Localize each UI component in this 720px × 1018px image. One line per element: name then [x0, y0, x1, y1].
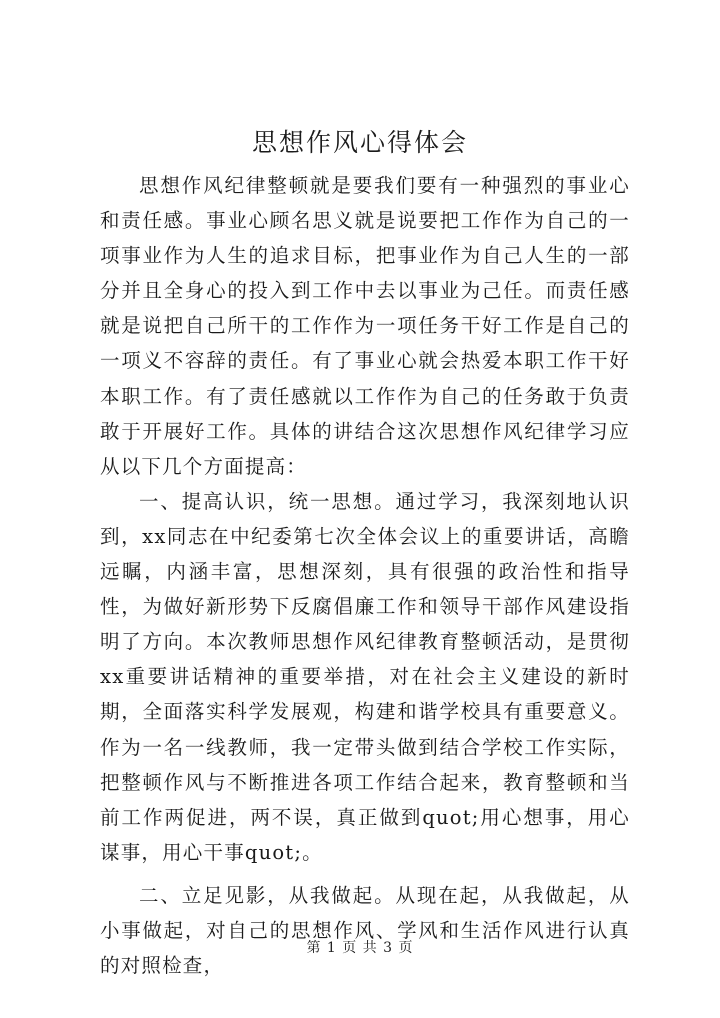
- paragraph-intro: 思想作风纪律整顿就是要我们要有一种强烈的事业心和责任感。事业心顾名思义就是说要把工作作为自己的一项事业作为人生的追求目标，把事业作为自己人生的一部分并且全身心的投入到工作中去以事业为己任。而责任感就是说把自己所干的工作作为一项任务干好工作是自己的一项义不容辞的责任。有了事业心就会热爱本职工作干好本职工作。有了责任感就以工作作为自己的任务敢于负责敢于开展好工作。具体的讲结合这次思想作风纪律学习应从以下几个方面提高：: [100, 174, 630, 478]
- page-number-footer: 第 1 页 共 3 页: [306, 940, 414, 956]
- document-body: [100, 168, 630, 983]
- paragraph-section-2: 二、立足见影，从我做起。从现在起，从我做起，从小事做起，对自己的思想作风、学风和生活作风进行认真的对照检查，: [100, 883, 630, 978]
- paragraph-section-1: 一、提高认识，统一思想。通过学习，我深刻地认识到，xx同志在中纪委第七次全体会议上的重要讲话，高瞻远瞩，内涵丰富，思想深刻，具有很强的政治性和指导性，为做好新形势下反腐倡廉工作和领导干部作风建设指明了方向。本次教师思想作风纪律教育整顿活动，是贯彻xx重要讲话精神的重要举措，对在社会主义建设的新时期，全面落实科学发展观，构建和谐学校具有重要意义。作为一名一线教师，我一定带头做到结合学校工作实际，把整顿作风与不断推进各项工作结合起来，教育整顿和当前工作两促进，两不误，真正做到quot;用心想事，用心谋事，用心干事quot;。: [100, 489, 630, 864]
- document-title: 思想作风心得体会: [251, 128, 468, 157]
